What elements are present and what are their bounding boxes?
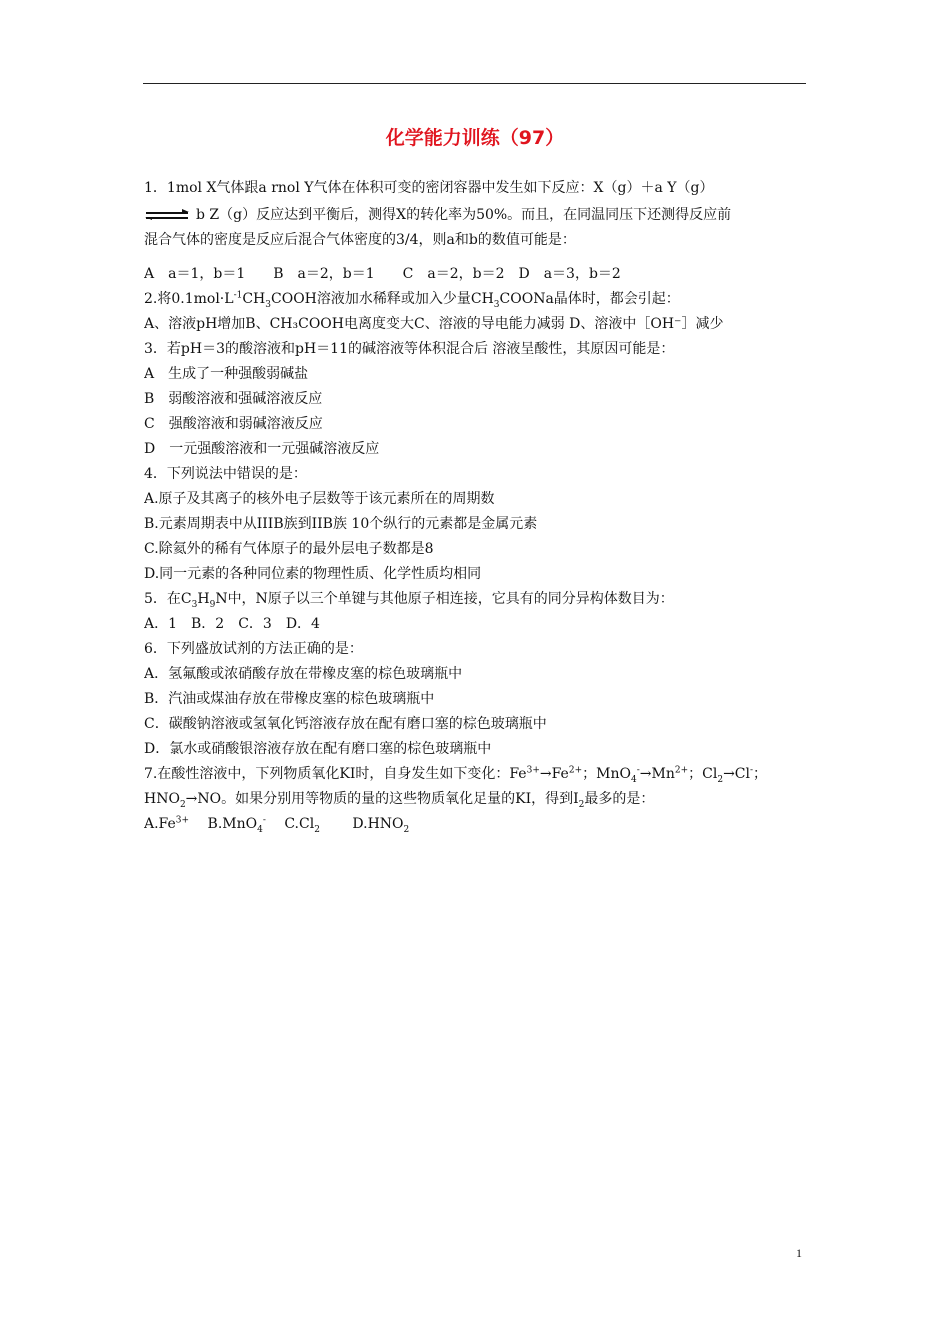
q3-option-c: C 强酸溶液和弱碱溶液反应 [144,416,323,432]
header-rule [143,83,806,84]
q3-option-b: B 弱酸溶液和强碱溶液反应 [144,391,323,407]
q6-option-a: A．氢氟酸或浓硝酸存放在带橡皮塞的棕色玻璃瓶中 [144,666,463,682]
q2-options: A、溶液pH增加B、CH₃COOH电离度变大C、溶液的导电能力减弱 D、溶液中［OH⁻］减少 [144,316,724,332]
q6-option-b: B．汽油或煤油存放在带橡皮塞的棕色玻璃瓶中 [144,691,435,707]
document-body [144,176,810,837]
q1-line-1: 1．1mol X气体跟a rnol Y气体在体积可变的密闭容器中发生如下反应：X（g）＋a Y（g） [144,180,714,196]
q1-line-2: b Z（g）反应达到平衡后，测得X的转化率为50%。而且，在同温同压下还测得反应前 [144,203,810,228]
page-number: 1 [796,1246,802,1260]
q3-option-a: A 生成了一种强酸弱碱盐 [144,366,309,382]
q4-stem: 4．下列说法中错误的是： [144,466,307,482]
q1-options: A a＝1，b＝1 B a＝2，b＝1 C a＝2，b＝2 D a＝3，b＝2 [144,266,621,282]
q6-option-d: D．氯水或硝酸银溶液存放在配有磨口塞的棕色玻璃瓶中 [144,741,492,757]
q4-option-b: B.元素周期表中从IIIB族到IIB族 10个纵行的元素都是金属元素 [144,516,538,532]
q7-stem-line-1: 7.在酸性溶液中，下列物质氧化KI时，自身发生如下变化：$Fe^{3+}\to Fe^{2+}$；$MnO_4^-\to Mn^{2+}$；$Cl_2\to Cl^-$； [144,765,768,785]
q4-option-a: A.原子及其离子的核外电子层数等于该元素所在的周期数 [144,491,495,507]
q3-stem: 3．若pH＝3的酸溶液和pH＝11的碱溶液等体积混合后 溶液呈酸性，其原因可能是： [144,341,675,357]
equilibrium-arrow-icon [144,209,190,221]
q7-stem-line-2: $HNO_2\to NO$。如果分别用等物质的量的这些物质氧化足量的KI，得到$I_2$最多的是： [144,791,655,810]
q4-option-c: C.除氦外的稀有气体原子的最外层电子数都是8 [144,541,434,557]
q7-options: $A.Fe^{3+}$ B.MnO$_4$- $C.Cl_2$ $D.HNO_2$ [144,815,410,835]
q6-stem: 6．下列盛放试剂的方法正确的是： [144,641,363,657]
q4-option-d: D.同一元素的各种同位素的物理性质、化学性质均相同 [144,566,482,582]
q5-options: A．1 B．2 C．3 D．4 [144,616,320,632]
q6-option-c: C．碳酸钠溶液或氢氧化钙溶液存放在配有磨口塞的棕色玻璃瓶中 [144,716,547,732]
q3-option-d: D 一元强酸溶液和一元强碱溶液反应 [144,441,380,457]
q1-line-3: 混合气体的密度是反应后混合气体密度的3/4，则a和b的数值可能是： [144,232,576,248]
q5-stem: 5．在$C_3H_9N$中，N原子以三个单键与其他原子相连接，它具有的同分异构体数目为： [144,591,674,610]
page-title: 化学能力训练（97） [385,127,565,149]
q2-stem: 2.将$0.1mol\cdot L^{-1}CH_3COOH$溶液加水稀释或加入少量$CH_3COONa$晶体时，都会引起： [144,290,680,310]
